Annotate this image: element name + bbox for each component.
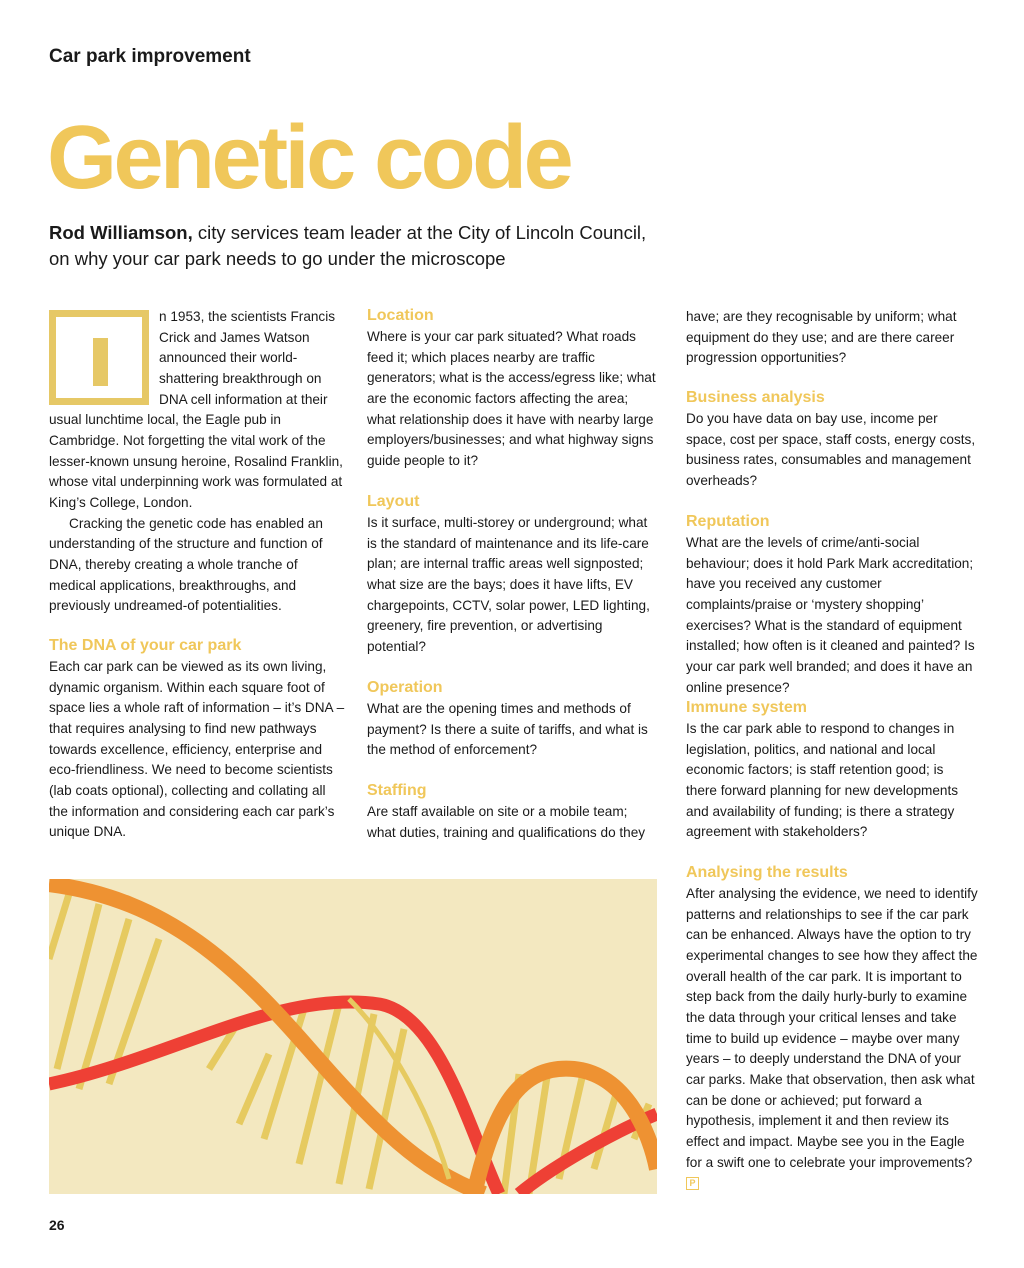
section-layout [367, 492, 659, 658]
section-body: Is it surface, multi-storey or underground; what is the standard of maintenance and its life-care plan; are internal traffic areas well signposted; what size are the bays; does it have lifts, EV chargepoints, CCTV, solar power, LED lighting, greenery, fire prevention, or advertising potential? [367, 515, 650, 654]
section-body: After analysing the evidence, we need to identify patterns and relationships to see if the car park can be enhanced. Always have the option to try experimental changes to see how they affect the overall health of the car park. It is important to step back from the daily hurly-burly to examine the data through your critical lenses and take time to build up evidence – maybe over many years – to deeply understand the DNA of your car parks. Make that observation, then ask what can be done or achieved; put forward a hypothesis, implement it and then review its effect and impact. Maybe see you in the Eagle for a swift one to celebrate your improvements? [686, 886, 978, 1170]
section-heading: The DNA of your car park [49, 637, 242, 654]
section-heading: Location [367, 307, 434, 324]
article-title: Genetic code [47, 108, 571, 208]
section-body: Do you have data on bay use, income per space, cost per space, staff costs, energy costs, business rates, consumables and management overheads? [686, 411, 976, 488]
page-number: 26 [49, 1217, 65, 1233]
end-mark-icon: P [686, 1177, 699, 1190]
column-1 [49, 307, 345, 617]
section-reputation [686, 512, 978, 698]
section-body: Where is your car park situated? What roads feed it; which places nearby are traffic generators; what is the access/egress like; what are the economic factors affecting the area; what relationship does it have with nearby large employers/businesses; and what highway signs guide people to it? [367, 329, 656, 468]
standfirst [49, 220, 669, 272]
dropcap-box [49, 310, 149, 405]
standfirst-text: city services team leader at the City of Lincoln Council, on why your car park needs to go under the microscope [49, 222, 647, 269]
section-immune-system [686, 698, 978, 843]
section-heading: Layout [367, 493, 420, 510]
section-body-continued: have; are they recognisable by uniform; what equipment do they use; and are there career progression opportunities? [686, 309, 957, 366]
section-heading: Operation [367, 679, 443, 696]
section-location [367, 306, 659, 472]
intro-paragraph-1: n 1953, the scientists Francis Crick and James Watson announced their world-shattering breakthrough on DNA cell information at their usual lunchtime local, the Eagle pub in Cambridge. Not forgetting the vital work of the lesser-known unsung heroine, Rosalind Franklin, whose vital underpinning work was formulated at King’s College, London. [49, 309, 343, 510]
section-operation [367, 678, 659, 761]
section-body: Is the car park able to respond to changes in legislation, politics, and national and local economic factors; is staff retention good; is there forward planning for new developments and availability of funding; is there a strategy agreement with stakeholders? [686, 721, 959, 840]
section-heading: Business analysis [686, 389, 825, 406]
section-business-analysis [686, 388, 978, 492]
section-heading: Immune system [686, 699, 807, 716]
section-heading: Reputation [686, 513, 770, 530]
section-analysing-results [686, 863, 978, 1194]
section-body: Each car park can be viewed as its own living, dynamic organism. Within each square foot of space lies a whole raft of information – it’s DNA – that requires analysing to find new pathways towards excellence, efficiency, enterprise and eco-friendliness. We need to become scientists (lab coats optional), collecting and collating all the information and considering each car park’s unique DNA. [49, 659, 345, 840]
section-heading: Staffing [367, 782, 427, 799]
section-dna [49, 636, 345, 843]
staffing-continued [686, 307, 978, 369]
author-name: Rod Williamson, [49, 222, 193, 243]
dropcap-letter-i [93, 338, 108, 386]
section-staffing [367, 781, 659, 843]
section-body: What are the levels of crime/anti-social behaviour; does it hold Park Mark accreditation; have you received any customer complaints/praise or ‘mystery shopping’ exercises? What is the standard of equipment installed; how often is it cleaned and painted? Is your car park well branded; and does it have an online presence? [686, 535, 975, 695]
section-label: Car park improvement [49, 46, 251, 67]
intro-paragraph-2: Cracking the genetic code has enabled an understanding of the structure and function of DNA, thereby creating a whole tranche of medical applications, breakthroughs, and previously undreamed-of potentialities. [49, 515, 323, 614]
dna-illustration [49, 879, 657, 1194]
section-body: What are the opening times and methods of payment? Is there a suite of tariffs, and what is the method of enforcement? [367, 701, 648, 758]
section-heading: Analysing the results [686, 864, 848, 881]
section-body: Are staff available on site or a mobile team; what duties, training and qualifications do they [367, 804, 646, 840]
